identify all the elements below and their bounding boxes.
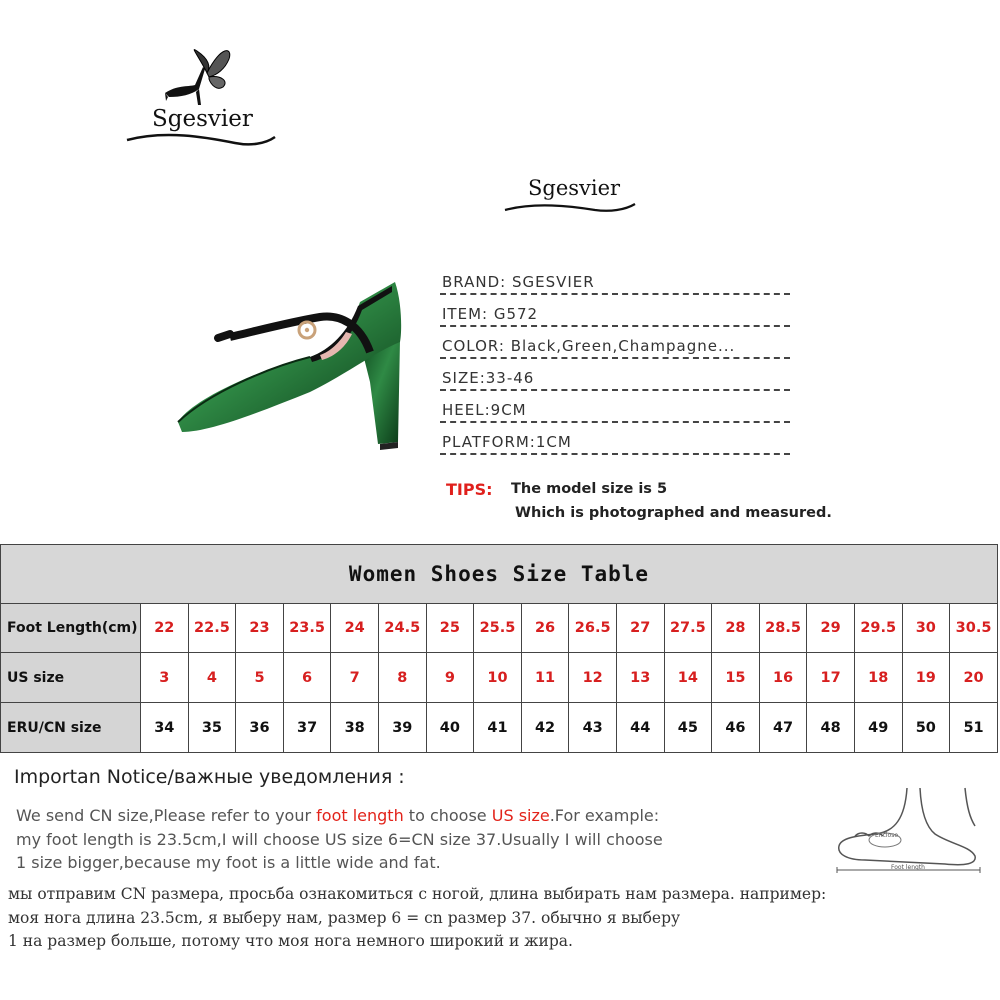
size-table-cell: 8 — [378, 653, 426, 703]
enclose-label: Enclose — [875, 832, 899, 839]
notice-text: .For example: — [549, 806, 660, 825]
notice-en-line3: 1 size bigger,because my foot is a little wide and fat. — [16, 853, 441, 872]
size-table-cell: 48 — [807, 703, 855, 753]
brand-logo-secondary-text: Sgesvier — [528, 176, 621, 200]
tips-label: TIPS: — [446, 480, 493, 499]
notice-russian — [8, 883, 826, 954]
brand-logo-text: Sgesvier — [152, 106, 253, 132]
size-table-title: Women Shoes Size Table — [1, 545, 998, 604]
size-table-cell: 6 — [283, 653, 331, 703]
size-table-cell: 51 — [950, 703, 998, 753]
size-table-cell: 39 — [378, 703, 426, 753]
size-table-cell: 29.5 — [854, 604, 902, 653]
size-table-cell: 11 — [521, 653, 569, 703]
size-table-cell: 4 — [188, 653, 236, 703]
size-table-cell: 16 — [759, 653, 807, 703]
size-table-cell: 23.5 — [283, 604, 331, 653]
heel-icon — [165, 67, 205, 105]
size-table-cell: 7 — [331, 653, 379, 703]
size-table-cell: 29 — [807, 604, 855, 653]
size-table-body — [1, 604, 998, 753]
size-table-cell: 27.5 — [664, 604, 712, 653]
size-table-cell: 44 — [616, 703, 664, 753]
foot-length-label: Foot length — [891, 864, 925, 871]
notice-en-line1 — [16, 804, 663, 828]
size-table-cell: 25 — [426, 604, 474, 653]
size-table-cell: 47 — [759, 703, 807, 753]
size-table-cell: 13 — [616, 653, 664, 703]
size-table-cell: 46 — [712, 703, 760, 753]
size-table-cell: 3 — [141, 653, 189, 703]
size-table-cell: 37 — [283, 703, 331, 753]
size-table-row — [1, 653, 998, 703]
notice-en-line2: my foot length is 23.5cm,I will choose US size 6=CN size 37.Usually I will choose — [16, 829, 663, 849]
notice-highlight-us-size: US size — [491, 806, 550, 825]
size-table-title-row — [1, 545, 998, 604]
size-table — [0, 544, 998, 753]
size-table-row-label: Foot Length(cm) — [1, 604, 141, 653]
size-table-row — [1, 604, 998, 653]
size-table-cell: 24 — [331, 604, 379, 653]
size-table-row — [1, 703, 998, 753]
notice-ru-line3: 1 на размер больше, потому что моя нога немного широкий и жира. — [8, 932, 573, 950]
tips-line1: The model size is 5 — [511, 481, 668, 497]
size-table-cell: 18 — [854, 653, 902, 703]
size-table-cell: 10 — [474, 653, 522, 703]
size-table-cell: 5 — [236, 653, 284, 703]
notice-heading: Importan Notice/важные уведомления : — [14, 766, 405, 788]
size-table-cell: 9 — [426, 653, 474, 703]
size-table-cell: 49 — [854, 703, 902, 753]
size-table-cell: 26.5 — [569, 604, 617, 653]
spec-item: ITEM: G572 — [440, 297, 790, 327]
size-table-cell: 17 — [807, 653, 855, 703]
size-table-cell: 23 — [236, 604, 284, 653]
spec-platform: PLATFORM:1CM — [440, 425, 790, 455]
spec-heel: HEEL:9CM — [440, 393, 790, 423]
size-table-cell: 26 — [521, 604, 569, 653]
size-table-cell: 34 — [141, 703, 189, 753]
notice-english — [16, 804, 663, 875]
size-table-cell: 50 — [902, 703, 950, 753]
size-table-cell: 28.5 — [759, 604, 807, 653]
size-table-cell: 22.5 — [188, 604, 236, 653]
spec-color: COLOR: Black,Green,Champagne... — [440, 329, 790, 359]
size-table-cell: 43 — [569, 703, 617, 753]
notice-text: We send CN size,Please refer to your — [16, 806, 317, 825]
spec-brand: BRAND: SGESVIER — [440, 265, 790, 295]
foot-icon — [839, 788, 975, 865]
size-table-row-label: US size — [1, 653, 141, 703]
size-table-cell: 42 — [521, 703, 569, 753]
spec-size: SIZE:33-46 — [440, 361, 790, 391]
size-table-cell: 41 — [474, 703, 522, 753]
size-table-cell: 14 — [664, 653, 712, 703]
size-table-cell: 24.5 — [378, 604, 426, 653]
foot-measure-diagram — [825, 778, 995, 878]
size-table-cell: 38 — [331, 703, 379, 753]
size-table-cell: 22 — [141, 604, 189, 653]
size-table-cell: 28 — [712, 604, 760, 653]
size-table-cell: 35 — [188, 703, 236, 753]
product-shoe-image — [170, 262, 430, 462]
size-table-cell: 36 — [236, 703, 284, 753]
size-table-cell: 27 — [616, 604, 664, 653]
notice-text: to choose — [403, 806, 492, 825]
notice-ru-line2: моя нога длина 23.5cm, я выберу нам, размер 6 = cn размер 37. обычно я выберу — [8, 908, 681, 927]
size-table-row-label: ERU/CN size — [1, 703, 141, 753]
size-table-cell: 45 — [664, 703, 712, 753]
size-table-cell: 25.5 — [474, 604, 522, 653]
size-table-cell: 19 — [902, 653, 950, 703]
brand-logo-heel-butterfly — [125, 45, 285, 155]
size-table-cell: 30.5 — [950, 604, 998, 653]
size-table-cell: 40 — [426, 703, 474, 753]
logo-swoosh — [127, 135, 275, 144]
size-table-cell: 30 — [902, 604, 950, 653]
size-table-cell: 20 — [950, 653, 998, 703]
notice-ru-line1: мы отправим CN размера, просьба ознакомиться с ногой, длина выбирать нам размера. например: — [8, 885, 827, 903]
notice-highlight-foot-length: foot length — [316, 806, 404, 825]
size-table-cell: 12 — [569, 653, 617, 703]
size-table-cell: 15 — [712, 653, 760, 703]
tips-line2: Which is photographed and measured. — [515, 505, 832, 521]
